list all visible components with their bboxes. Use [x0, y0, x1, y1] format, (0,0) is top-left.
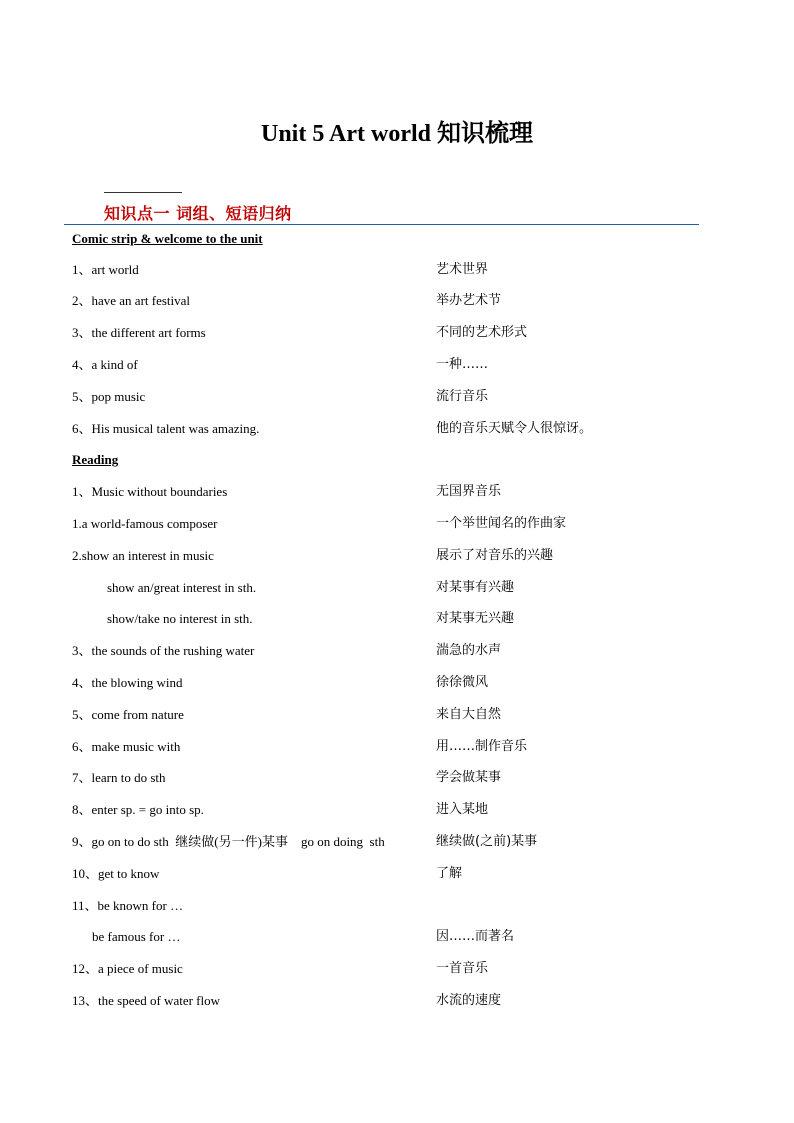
- list-item: [0, 578, 794, 598]
- section-divider: [64, 224, 699, 225]
- phrase-zh: 对某事无兴趣: [436, 611, 515, 626]
- phrase-zh: 来自大自然: [436, 707, 502, 722]
- phrase-en: 7、learn to do sth: [72, 770, 166, 785]
- phrase-zh: 水流的速度: [436, 993, 502, 1008]
- list-item: [0, 896, 794, 916]
- list-item: [0, 355, 794, 375]
- section-overline: [104, 192, 182, 193]
- page-title: Unit 5 Art world 知识梳理: [261, 121, 533, 147]
- list-item: [0, 546, 794, 566]
- phrase-en: show/take no interest in sth.: [107, 611, 253, 626]
- phrase-zh: 他的音乐天赋令人很惊讶。: [436, 421, 593, 436]
- phrase-en: 3、the sounds of the rushing water: [72, 643, 255, 658]
- phrase-en: show an/great interest in sth.: [107, 580, 257, 595]
- phrase-en: 5、come from nature: [72, 707, 184, 722]
- list-item: [0, 737, 794, 757]
- phrase-en: 1.a world-famous composer: [72, 516, 218, 531]
- list-item: [0, 705, 794, 725]
- phrase-zh: 进入某地: [436, 802, 489, 817]
- list-item: [0, 927, 794, 947]
- phrase-zh: 一种……: [436, 357, 489, 372]
- list-item: [0, 291, 794, 311]
- phrase-zh: 举办艺术节: [436, 293, 502, 308]
- phrase-en: 8、enter sp. = go into sp.: [72, 802, 204, 817]
- list-item: [0, 641, 794, 661]
- phrase-en: 6、His musical talent was amazing.: [72, 421, 260, 436]
- list-item: [0, 832, 794, 852]
- phrase-zh: 一首音乐: [436, 961, 489, 976]
- phrase-en: 1、art world: [72, 262, 139, 277]
- phrase-zh: 徐徐微风: [436, 675, 489, 690]
- phrase-en: 4、a kind of: [72, 357, 138, 372]
- phrase-en: 10、get to know: [72, 866, 160, 881]
- phrase-zh: 继续做(之前)某事: [436, 834, 538, 849]
- list-item: [0, 673, 794, 693]
- phrase-en: 4、the blowing wind: [72, 675, 183, 690]
- phrase-en: 12、a piece of music: [72, 961, 183, 976]
- list-item: [0, 800, 794, 820]
- list-item: [0, 387, 794, 407]
- phrase-en: 5、pop music: [72, 389, 146, 404]
- phrase-zh: 一个举世闻名的作曲家: [436, 516, 567, 531]
- phrase-zh: 学会做某事: [436, 770, 502, 785]
- phrase-zh: 不同的艺术形式: [436, 325, 528, 340]
- phrase-en: 3、the different art forms: [72, 325, 206, 340]
- phrase-zh: 湍急的水声: [436, 643, 502, 658]
- list-item: [0, 768, 794, 788]
- list-item: [0, 419, 794, 439]
- list-item: [0, 260, 794, 280]
- list-item: [0, 609, 794, 629]
- list-item: [0, 959, 794, 979]
- phrase-en: 13、the speed of water flow: [72, 993, 221, 1008]
- subhead-comic-strip: Comic strip & welcome to the unit: [72, 231, 263, 246]
- phrase-en: be famous for …: [92, 929, 181, 944]
- phrase-zh: 了解: [436, 866, 463, 881]
- phrase-zh: 展示了对音乐的兴趣: [436, 548, 554, 563]
- subhead-reading: Reading: [72, 452, 119, 467]
- phrase-en: 2、have an art festival: [72, 293, 191, 308]
- phrase-zh: 用……制作音乐: [436, 739, 528, 754]
- list-item: [0, 482, 794, 502]
- phrase-zh: 无国界音乐: [436, 484, 502, 499]
- list-item: [0, 514, 794, 534]
- section-heading: 知识点一 词组、短语归纳: [104, 204, 292, 223]
- phrase-zh: 艺术世界: [436, 262, 489, 277]
- phrase-zh: 对某事有兴趣: [436, 580, 515, 595]
- list-item: [0, 991, 794, 1011]
- phrase-en: 6、make music with: [72, 739, 181, 754]
- phrase-zh: 流行音乐: [436, 389, 489, 404]
- phrase-en: 9、go on to do sth 继续做(另一件)某事 go on doing sth: [72, 834, 385, 849]
- phrase-zh: 因……而著名: [436, 929, 515, 944]
- phrase-en: 1、Music without boundaries: [72, 484, 228, 499]
- list-item: [0, 864, 794, 884]
- phrase-en: 11、be known for …: [72, 898, 184, 913]
- list-item: [0, 323, 794, 343]
- phrase-en: 2.show an interest in music: [72, 548, 214, 563]
